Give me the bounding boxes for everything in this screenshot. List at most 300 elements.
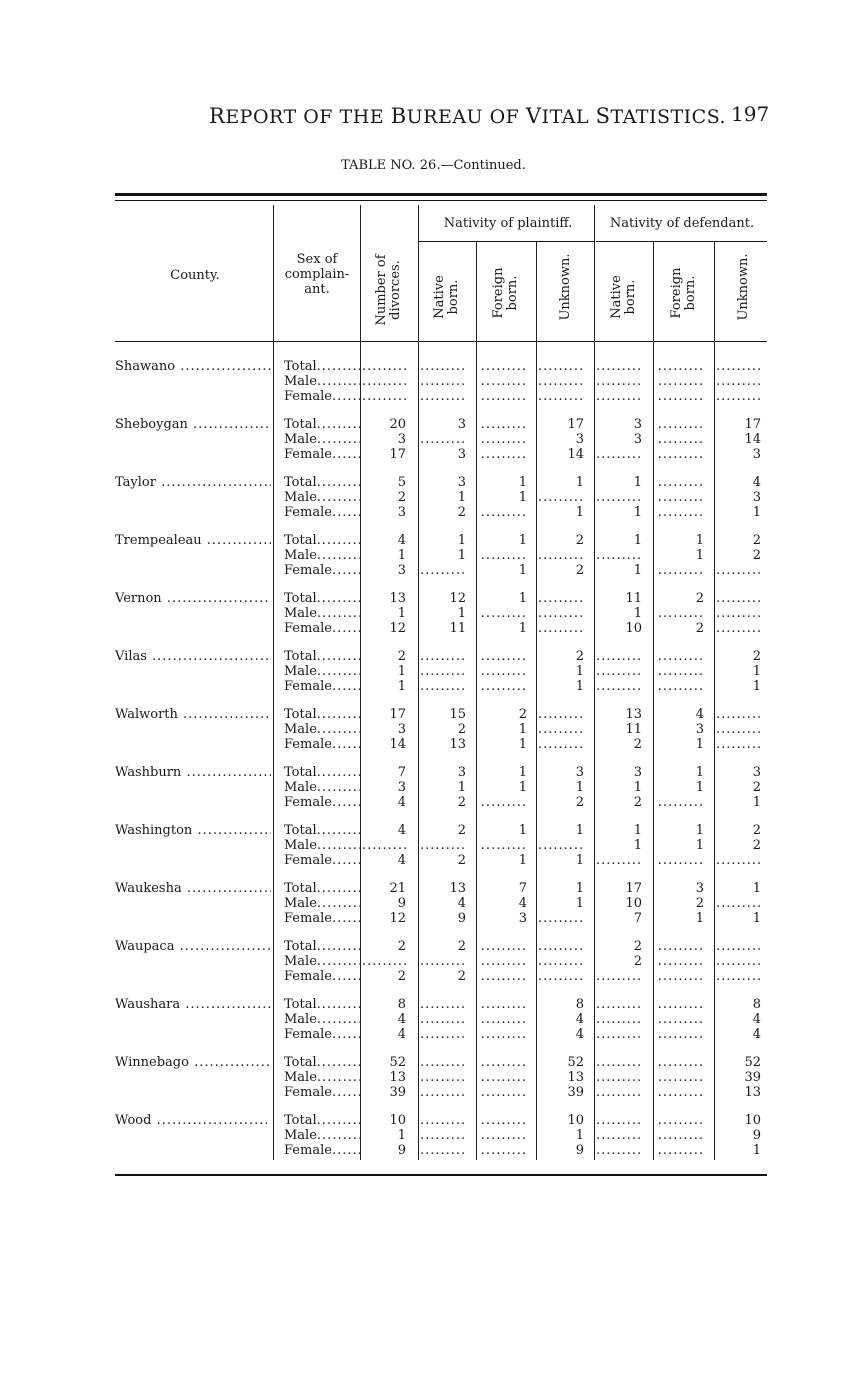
county-name: Sheboygan ..... [115, 417, 271, 432]
table-cell: 2 [397, 939, 406, 954]
county-name: Walworth ..... [115, 707, 271, 722]
table-cell: 9 [457, 911, 466, 926]
sex-label: Total ..... [284, 649, 360, 664]
sex-label: Total ..... [284, 765, 360, 780]
header-num-divorces: Number of divorces. [374, 254, 403, 326]
table-cell: 15 [449, 707, 466, 722]
table-cell [478, 838, 527, 853]
table-cell: 52 [389, 1055, 406, 1070]
table-cell [655, 997, 704, 1012]
table-cell: 9 [397, 1143, 406, 1158]
table-cell [655, 969, 704, 984]
table-cell: 4 [457, 896, 466, 911]
table-cell [420, 1070, 466, 1085]
table-cell: 4 [575, 1012, 584, 1027]
table-cell: 1 [752, 881, 761, 896]
table-cell [596, 679, 642, 694]
table-cell [538, 548, 584, 563]
county-name: Washington ..... [115, 823, 271, 838]
table-cell: 3 [695, 881, 704, 896]
table-cell [420, 359, 466, 374]
table-cell [362, 838, 406, 853]
sex-label: Male ..... [284, 432, 360, 447]
header-d-unknown: Unknown. [736, 253, 751, 321]
table-cell [716, 722, 761, 737]
table-cell: 2 [457, 823, 466, 838]
sex-label: Female ..... [284, 679, 360, 694]
table-cell [596, 1143, 642, 1158]
table-cell: 4 [752, 475, 761, 490]
sex-label: Total ..... [284, 707, 360, 722]
table-cell: 1 [575, 823, 584, 838]
table-cell: 2 [752, 780, 761, 795]
table-cell: 10 [744, 1113, 761, 1128]
table-cell [420, 1055, 466, 1070]
table-cell [655, 1012, 704, 1027]
table-cell: 1 [752, 795, 761, 810]
table-cell: 1 [518, 533, 527, 548]
sex-label: Female ..... [284, 389, 360, 404]
table-cell [478, 679, 527, 694]
table-cell: 1 [695, 765, 704, 780]
table-cell: 1 [397, 606, 406, 621]
table-cell: 13 [389, 1070, 406, 1085]
table-cell [655, 432, 704, 447]
table-cell: 2 [695, 591, 704, 606]
table-cell [655, 664, 704, 679]
table-cell: 1 [518, 490, 527, 505]
table-cell: 1 [633, 563, 642, 578]
table-cell: 52 [744, 1055, 761, 1070]
table-cell: 3 [575, 765, 584, 780]
table-title: TABLE NO. 26.—Continued. [341, 158, 526, 173]
table-cell [596, 374, 642, 389]
table-cell: 2 [518, 707, 527, 722]
table-cell [716, 389, 761, 404]
table-cell: 10 [625, 621, 642, 636]
table-cell [420, 389, 466, 404]
table-cell: 14 [744, 432, 761, 447]
sex-label: Male ..... [284, 664, 360, 679]
table-cell: 20 [389, 417, 406, 432]
sex-label: Female ..... [284, 1143, 360, 1158]
plaintiff-group-rule [418, 241, 594, 242]
table-cell: 1 [695, 823, 704, 838]
table-cell: 3 [633, 765, 642, 780]
top-rule-thin [115, 200, 767, 201]
table-cell [538, 591, 584, 606]
table-cell [478, 1070, 527, 1085]
table-cell: 3 [518, 911, 527, 926]
table-cell: 4 [752, 1027, 761, 1042]
table-cell: 3 [457, 475, 466, 490]
table-cell: 2 [397, 649, 406, 664]
table-cell: 1 [575, 896, 584, 911]
table-cell: 52 [567, 1055, 584, 1070]
table-cell [538, 490, 584, 505]
table-cell [478, 548, 527, 563]
header-p-native: Native born. [432, 275, 461, 319]
table-cell: 3 [457, 417, 466, 432]
table-cell: 1 [575, 881, 584, 896]
table-cell: 13 [449, 881, 466, 896]
sex-label: Male ..... [284, 1128, 360, 1143]
county-name: Winnebago ..... [115, 1055, 271, 1070]
table-cell [420, 1113, 466, 1128]
table-cell [478, 389, 527, 404]
table-cell: 13 [625, 707, 642, 722]
table-cell [596, 1128, 642, 1143]
table-cell: 7 [518, 881, 527, 896]
table-cell: 8 [397, 997, 406, 1012]
table-cell: 13 [567, 1070, 584, 1085]
table-cell: 1 [752, 1143, 761, 1158]
county-name: Shawano ..... [115, 359, 271, 374]
sex-label: Female ..... [284, 447, 360, 462]
sex-label: Male ..... [284, 896, 360, 911]
table-cell [420, 679, 466, 694]
table-cell [478, 1027, 527, 1042]
table-cell [716, 853, 761, 868]
table-cell [478, 939, 527, 954]
table-cell: 2 [695, 896, 704, 911]
table-cell: 1 [518, 823, 527, 838]
table-cell: 17 [625, 881, 642, 896]
table-cell [596, 969, 642, 984]
table-cell: 3 [575, 432, 584, 447]
table-cell: 1 [518, 563, 527, 578]
county-name: Vilas ..... [115, 649, 271, 664]
table-cell [420, 838, 466, 853]
table-cell [655, 417, 704, 432]
county-name: Washburn ..... [115, 765, 271, 780]
table-cell [362, 389, 406, 404]
table-cell: 13 [449, 737, 466, 752]
sex-label: Total ..... [284, 417, 360, 432]
page-number: 197 [731, 102, 770, 126]
table-cell: 2 [397, 490, 406, 505]
table-cell: 2 [695, 621, 704, 636]
table-cell [655, 606, 704, 621]
table-cell: 1 [397, 679, 406, 694]
header-sex: Sex of complain-ant. [284, 252, 350, 297]
county-group [0, 475, 867, 520]
table-cell: 39 [744, 1070, 761, 1085]
table-cell [478, 1055, 527, 1070]
table-cell: 39 [567, 1085, 584, 1100]
table-cell: 3 [457, 447, 466, 462]
county-group [0, 533, 867, 578]
table-cell: 1 [695, 548, 704, 563]
table-cell: 1 [457, 490, 466, 505]
county-name: Taylor ..... [115, 475, 271, 490]
table-cell [538, 939, 584, 954]
table-cell: 1 [752, 505, 761, 520]
table-cell: 2 [633, 954, 642, 969]
table-cell: 5 [397, 475, 406, 490]
sex-label: Total ..... [284, 591, 360, 606]
table-cell [478, 954, 527, 969]
table-cell [596, 548, 642, 563]
table-cell [538, 389, 584, 404]
table-cell [655, 1143, 704, 1158]
table-cell: 1 [575, 1128, 584, 1143]
table-cell: 10 [567, 1113, 584, 1128]
table-cell: 14 [389, 737, 406, 752]
table-cell: 7 [397, 765, 406, 780]
header-d-native: Native born. [609, 275, 638, 319]
table-cell: 1 [575, 505, 584, 520]
table-cell: 1 [518, 475, 527, 490]
table-cell: 2 [457, 969, 466, 984]
table-cell [478, 969, 527, 984]
table-cell: 17 [389, 707, 406, 722]
sex-label: Male ..... [284, 780, 360, 795]
table-cell: 2 [397, 969, 406, 984]
sex-label: Female ..... [284, 969, 360, 984]
table-cell [596, 1027, 642, 1042]
table-cell: 1 [695, 780, 704, 795]
table-cell [478, 505, 527, 520]
table-cell: 1 [633, 505, 642, 520]
table-cell: 17 [567, 417, 584, 432]
table-cell: 3 [633, 417, 642, 432]
table-cell: 2 [633, 939, 642, 954]
table-cell [716, 969, 761, 984]
table-cell: 4 [518, 896, 527, 911]
sex-label: Male ..... [284, 722, 360, 737]
table-cell: 1 [633, 780, 642, 795]
sex-label: Total ..... [284, 939, 360, 954]
table-cell: 2 [457, 853, 466, 868]
sex-label: Total ..... [284, 997, 360, 1012]
table-cell: 1 [633, 475, 642, 490]
table-cell [655, 374, 704, 389]
table-cell [478, 649, 527, 664]
table-cell [478, 1143, 527, 1158]
table-cell [596, 1113, 642, 1128]
table-cell: 2 [575, 649, 584, 664]
table-cell: 39 [389, 1085, 406, 1100]
table-cell [478, 432, 527, 447]
table-cell: 2 [575, 795, 584, 810]
table-cell: 1 [518, 737, 527, 752]
header-plaintiff-group: Nativity of plaintiff. [443, 216, 573, 231]
sex-label: Male ..... [284, 838, 360, 853]
table-cell: 9 [575, 1143, 584, 1158]
table-cell [655, 853, 704, 868]
table-cell: 1 [518, 591, 527, 606]
table-cell: 4 [397, 823, 406, 838]
sex-label: Female ..... [284, 1027, 360, 1042]
table-cell [655, 1027, 704, 1042]
table-cell [655, 1085, 704, 1100]
sex-label: Total ..... [284, 823, 360, 838]
table-cell [538, 606, 584, 621]
table-cell [655, 1113, 704, 1128]
county-name: Waushara ..... [115, 997, 271, 1012]
bottom-rule [115, 1174, 767, 1176]
table-cell [420, 374, 466, 389]
sex-label: Total ..... [284, 1055, 360, 1070]
table-cell: 4 [397, 795, 406, 810]
table-cell: 1 [752, 679, 761, 694]
table-cell: 2 [752, 533, 761, 548]
table-cell [420, 1012, 466, 1027]
table-cell [655, 505, 704, 520]
table-cell [538, 374, 584, 389]
table-cell [596, 1055, 642, 1070]
table-cell: 9 [752, 1128, 761, 1143]
table-cell [420, 649, 466, 664]
table-cell: 2 [752, 838, 761, 853]
table-cell: 4 [752, 1012, 761, 1027]
table-cell: 13 [744, 1085, 761, 1100]
table-cell: 1 [518, 621, 527, 636]
table-cell [596, 1012, 642, 1027]
table-cell [362, 374, 406, 389]
county-group [0, 823, 867, 868]
table-cell [596, 389, 642, 404]
header-p-unknown: Unknown. [558, 253, 573, 321]
table-cell: 1 [518, 722, 527, 737]
sex-label: Male ..... [284, 606, 360, 621]
table-cell [362, 954, 406, 969]
table-cell: 10 [625, 896, 642, 911]
table-cell: 2 [457, 505, 466, 520]
top-rule-thick [115, 193, 767, 196]
table-cell: 1 [457, 548, 466, 563]
table-cell: 4 [397, 853, 406, 868]
table-cell [716, 591, 761, 606]
table-cell: 1 [575, 679, 584, 694]
sex-label: Female ..... [284, 563, 360, 578]
header-p-foreign: Foreign born. [491, 267, 520, 319]
table-cell: 1 [457, 606, 466, 621]
table-cell: 3 [397, 432, 406, 447]
table-cell: 4 [397, 1027, 406, 1042]
table-cell: 2 [575, 563, 584, 578]
county-group [0, 359, 867, 404]
table-cell: 17 [389, 447, 406, 462]
table-cell [478, 359, 527, 374]
table-cell [538, 737, 584, 752]
table-cell [655, 1070, 704, 1085]
table-cell [420, 432, 466, 447]
table-cell: 1 [633, 533, 642, 548]
sex-label: Male ..... [284, 1012, 360, 1027]
sex-label: Male ..... [284, 548, 360, 563]
table-cell [538, 969, 584, 984]
table-cell [478, 1113, 527, 1128]
header-bottom-rule [115, 341, 767, 342]
sex-label: Female ..... [284, 795, 360, 810]
table-cell [655, 939, 704, 954]
defendant-group-rule [596, 241, 767, 242]
table-cell: 2 [633, 737, 642, 752]
table-cell: 3 [752, 490, 761, 505]
county-group [0, 881, 867, 926]
table-cell [478, 664, 527, 679]
county-group [0, 649, 867, 694]
table-cell: 10 [389, 1113, 406, 1128]
table-cell [420, 563, 466, 578]
table-cell: 2 [752, 548, 761, 563]
table-cell [596, 664, 642, 679]
table-cell: 1 [752, 911, 761, 926]
table-cell: 4 [575, 1027, 584, 1042]
table-cell: 1 [518, 765, 527, 780]
table-cell [716, 621, 761, 636]
table-cell [596, 1070, 642, 1085]
table-cell [716, 563, 761, 578]
sex-label: Total ..... [284, 533, 360, 548]
table-cell: 12 [389, 621, 406, 636]
table-cell [420, 1128, 466, 1143]
table-cell [478, 997, 527, 1012]
table-cell: 3 [695, 722, 704, 737]
table-cell [538, 954, 584, 969]
county-group [0, 939, 867, 984]
county-group [0, 707, 867, 752]
table-cell: 2 [457, 795, 466, 810]
table-cell: 7 [633, 911, 642, 926]
table-cell [596, 490, 642, 505]
table-cell [596, 853, 642, 868]
table-cell: 2 [457, 722, 466, 737]
table-cell: 2 [633, 795, 642, 810]
table-cell: 2 [752, 649, 761, 664]
table-cell: 9 [397, 896, 406, 911]
county-name: Vernon ..... [115, 591, 271, 606]
table-cell [478, 374, 527, 389]
table-cell: 3 [397, 780, 406, 795]
table-cell [716, 954, 761, 969]
table-cell: 21 [389, 881, 406, 896]
county-group [0, 1055, 867, 1100]
table-cell: 2 [457, 939, 466, 954]
table-cell [478, 417, 527, 432]
sex-label: Female ..... [284, 505, 360, 520]
table-cell [596, 447, 642, 462]
county-name: Waukesha ..... [115, 881, 271, 896]
table-cell: 1 [397, 664, 406, 679]
table-cell [420, 1085, 466, 1100]
county-group [0, 997, 867, 1042]
table-cell: 3 [397, 505, 406, 520]
table-cell: 1 [575, 475, 584, 490]
table-cell [655, 649, 704, 664]
county-name: Trempealeau ..... [115, 533, 271, 548]
table-cell [420, 1143, 466, 1158]
sex-label: Male ..... [284, 374, 360, 389]
table-cell [655, 954, 704, 969]
county-group [0, 765, 867, 810]
table-cell [655, 389, 704, 404]
sex-label: Total ..... [284, 1113, 360, 1128]
table-cell: 1 [695, 533, 704, 548]
sex-label: Male ..... [284, 490, 360, 505]
table-cell [362, 359, 406, 374]
sex-label: Total ..... [284, 359, 360, 374]
header-defendant-group: Nativity of defendant. [609, 216, 755, 231]
county-group [0, 417, 867, 462]
table-cell: 1 [633, 823, 642, 838]
table-cell [478, 1012, 527, 1027]
table-cell: 8 [575, 997, 584, 1012]
table-cell [655, 679, 704, 694]
sex-label: Female ..... [284, 621, 360, 636]
